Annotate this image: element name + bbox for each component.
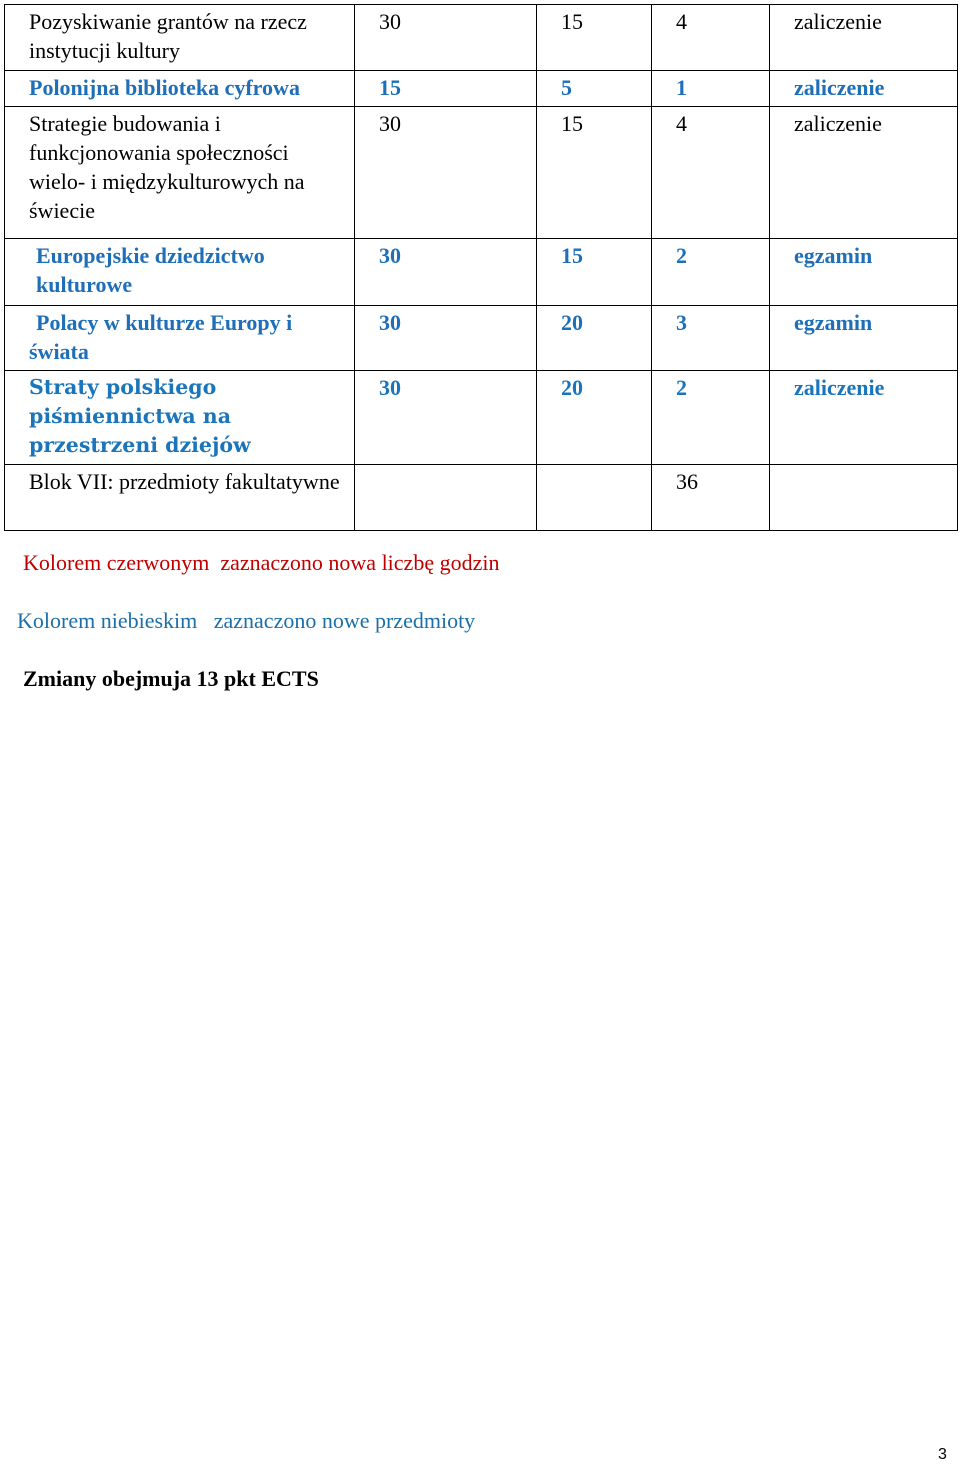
hours-lecture: 30 (355, 107, 537, 239)
course-name-text: Polacy w kulturze Europy i świata (29, 310, 293, 364)
hours-lecture: 30 (355, 306, 537, 371)
assessment-form: zaliczenie (770, 107, 958, 239)
ects-points: 36 (652, 465, 770, 531)
hours-exercise (537, 465, 652, 531)
ects-points: 3 (652, 306, 770, 371)
assessment-form: egzamin (770, 239, 958, 306)
hours-exercise: 15 (537, 5, 652, 71)
assessment-form (770, 465, 958, 531)
course-name: Straty polskiego piśmiennictwa na przestrzeni dziejów (5, 371, 355, 465)
hours-lecture: 15 (355, 71, 537, 107)
ects-points: 4 (652, 107, 770, 239)
ects-points: 2 (652, 239, 770, 306)
table-row (5, 239, 958, 306)
hours-lecture: 30 (355, 5, 537, 71)
hours-lecture: 30 (355, 239, 537, 306)
ects-points: 1 (652, 71, 770, 107)
assessment-form: egzamin (770, 306, 958, 371)
course-name: Pozyskiwanie grantów na rzecz instytucji kultury (5, 5, 355, 71)
hours-lecture (355, 465, 537, 531)
assessment-form: zaliczenie (770, 71, 958, 107)
table-row (5, 306, 958, 371)
course-name: Polonijna biblioteka cyfrowa (5, 71, 355, 107)
blue-color-note: Kolorem niebieskim zaznaczono nowe przedmioty (17, 608, 476, 633)
table-row (5, 5, 958, 71)
hours-exercise: 20 (537, 306, 652, 371)
course-name: Europejskie dziedzictwo kulturowe (5, 239, 355, 306)
course-table (4, 4, 958, 531)
course-name: Blok VII: przedmioty fakultatywne (5, 465, 355, 531)
ects-points: 2 (652, 371, 770, 465)
table-row (5, 107, 958, 239)
ects-summary-note: Zmiany obejmuja 13 pkt ECTS (23, 666, 319, 691)
page-number: 3 (938, 1446, 947, 1463)
assessment-form: zaliczenie (770, 5, 958, 71)
course-name (5, 306, 355, 371)
table-row (5, 371, 958, 465)
red-color-note: Kolorem czerwonym zaznaczono nowa liczbę godzin (23, 550, 500, 575)
hours-exercise: 5 (537, 71, 652, 107)
course-name: Strategie budowania i funkcjonowania społeczności wielo- i międzykulturowych na świecie (5, 107, 355, 239)
table-row (5, 71, 958, 107)
hours-exercise: 15 (537, 239, 652, 306)
hours-lecture: 30 (355, 371, 537, 465)
table-row (5, 465, 958, 531)
ects-points: 4 (652, 5, 770, 71)
hours-exercise: 15 (537, 107, 652, 239)
assessment-form: zaliczenie (770, 371, 958, 465)
hours-exercise: 20 (537, 371, 652, 465)
